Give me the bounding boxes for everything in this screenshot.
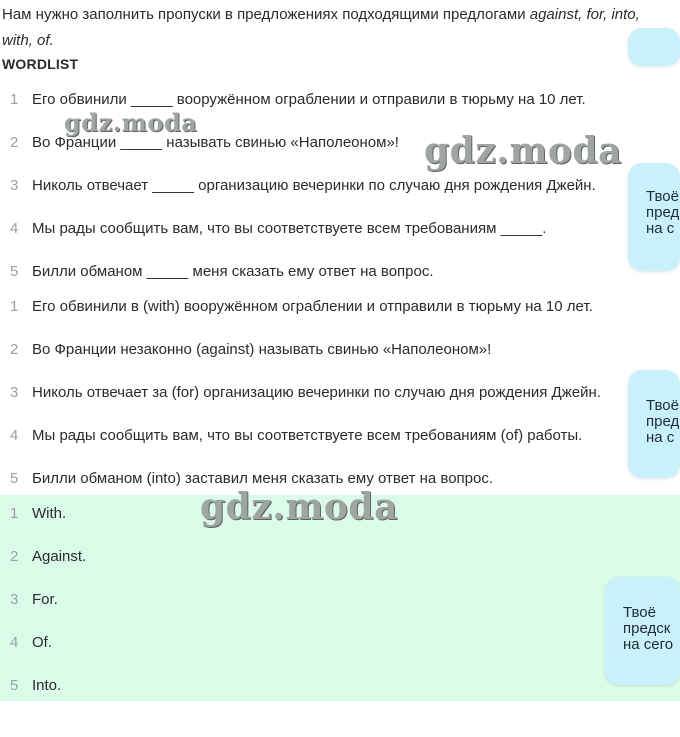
promo-badge[interactable] [628, 163, 680, 271]
item-number: 4 [10, 220, 19, 237]
watermark-logo: gdz.moda [200, 486, 398, 528]
item-number: 4 [10, 427, 19, 444]
watermark-logo: gdz.moda [424, 130, 622, 172]
item-number: 4 [10, 634, 19, 651]
sentence-text: Во Франции незаконно (against) называть свинью «Наполеоном»! [32, 341, 492, 358]
item-number: 3 [10, 591, 19, 608]
item-number: 5 [10, 470, 19, 487]
sentence-text: Мы рады сообщить вам, что вы соответствуете всем требованиям _____. [32, 220, 547, 237]
item-number: 5 [10, 677, 19, 694]
sentence-text: Николь отвечает _____ организацию вечеринки по случаю дня рождения Джейн. [32, 177, 596, 194]
sentence-text: Билли обманом _____ меня сказать ему ответ на вопрос. [32, 263, 434, 280]
wordlist-heading: WORDLIST [2, 56, 79, 72]
item-number: 5 [10, 263, 19, 280]
promo-badge-line: предск [623, 620, 671, 637]
sentence-text: Во Франции _____ называть свинью «Наполеоном»! [32, 134, 399, 151]
instruction-prepositions: against, for, into, with, of. [2, 6, 640, 49]
instruction-text: Нам нужно заполнить пропуски в предложениях подходящими предлогами [2, 6, 530, 23]
item-number: 2 [10, 341, 19, 358]
promo-badge-line: на с [646, 220, 675, 237]
answer-text: With. [32, 505, 67, 522]
item-number: 2 [10, 134, 19, 151]
item-number: 1 [10, 298, 19, 315]
answer-text: Against. [32, 548, 87, 565]
item-number: 1 [10, 505, 19, 522]
promo-badge-line: на с [646, 429, 675, 446]
item-number: 2 [10, 548, 19, 565]
task-instruction [2, 2, 674, 54]
answer-text: Of. [32, 634, 53, 651]
item-number: 3 [10, 384, 19, 401]
promo-badge-top[interactable] [628, 28, 680, 66]
sentence-text: Билли обманом (into) заставил меня сказать ему ответ на вопрос. [32, 470, 494, 487]
item-number: 1 [10, 91, 19, 108]
sentence-text: Мы рады сообщить вам, что вы соответствуете всем требованиям (of) работы. [32, 427, 583, 444]
promo-badge-line: пред [646, 413, 680, 430]
promo-badge-line: Твоё [623, 604, 656, 621]
answer-text: For. [32, 591, 58, 608]
answer-text: Into. [32, 677, 62, 694]
promo-badge-line: Твоё [646, 188, 679, 205]
sentence-text: Его обвинили _____ вооружённом ограблении и отправили в тюрьму на 10 лет. [32, 91, 586, 108]
watermark-logo: gdz.moda [64, 108, 198, 137]
item-number: 3 [10, 177, 19, 194]
sentence-text: Его обвинили в (with) вооружённом ограблении и отправили в тюрьму на 10 лет. [32, 298, 593, 315]
sentence-text: Николь отвечает за (for) организацию вечеринки по случаю дня рождения Джейн. [32, 384, 601, 401]
promo-badge[interactable] [605, 577, 680, 685]
promo-badge[interactable] [628, 370, 680, 478]
promo-badge-line: пред [646, 204, 680, 221]
promo-badge-line: Твоё [646, 397, 679, 414]
promo-badge-line: на сего [623, 636, 674, 653]
